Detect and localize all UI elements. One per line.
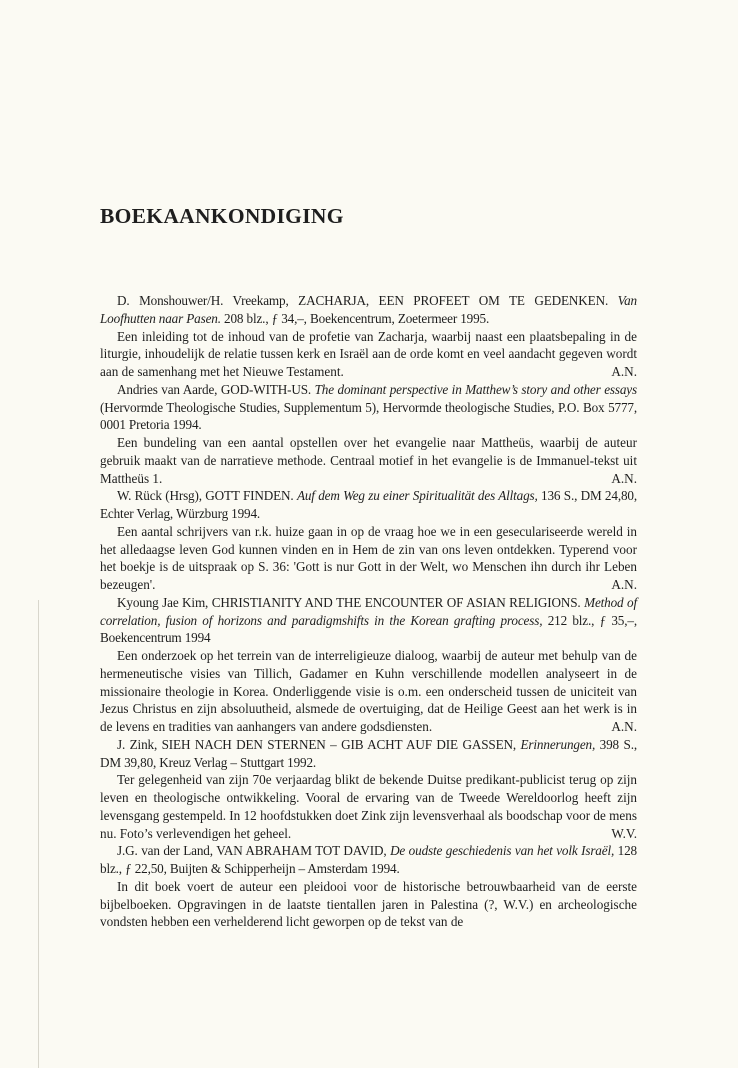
entry-4-signature: A.N.	[611, 719, 637, 734]
entry-5-review	[100, 771, 637, 842]
page-title: BOEKAANKONDIGING	[100, 204, 344, 228]
entry-5-heading	[100, 736, 637, 772]
entry-6-review	[100, 878, 637, 931]
entry-1-signature: A.N.	[611, 364, 637, 379]
entry-3-heading	[100, 487, 637, 523]
entry-3-signature: A.N.	[611, 577, 637, 592]
entry-4-review-text: Een onderzoek op het terrein van de interreligieuze dialoog, waarbij de auteur met behulp van de hermeneutische visies van Tillich, Gadamer en Kuhn verschillende modellen analyseert in de missionaire theologie in Korea. Onderliggende visie is o.m. een onderscheid tussen de uniciteit van Jezus Christus en zijn absoluutheid, alsmede de overtuiging, dat de Heilige Geest aan het werk is in de levens en tradities van aanhangers van andere godsdiensten.	[100, 648, 637, 734]
entry-6-publication: 128 blz., ƒ 22,50, Buijten & Schipperheijn – Amsterdam 1994.	[100, 843, 637, 876]
entry-6-heading	[100, 842, 637, 878]
entry-1-heading	[100, 292, 637, 328]
entry-3-review	[100, 523, 637, 594]
entry-1-publication: 208 blz., ƒ 34,–, Boekencentrum, Zoetermeer 1995.	[220, 310, 490, 326]
entry-5-publication: 398 S., DM 39,80, Kreuz Verlag – Stuttgart 1992.	[100, 736, 637, 770]
entry-2-publication: (Hervormde Theologische Studies, Supplementum 5), Hervormde theologische Studies, P.O. Box 5777, 0001 Pretoria 1994.	[100, 399, 637, 433]
entry-2-subtitle: The dominant perspective in Matthew’s story and other essays	[314, 381, 637, 397]
entry-1-subtitle: Van Loofhutten naar Pasen.	[100, 293, 637, 326]
entry-5-review-text: Ter gelegenheid van zijn 70e verjaardag blikt de bekende Duitse predikant-publicist terug op zijn leven en theologische ontwikkeling. Vooral de ervaring van de Tweede Wereldoorlog heeft zijn levensgang gestempeld. In 12 hoofdstukken doet Zink zijn levensverhaal als boodschap voor de mens nu. Foto’s verlevendigen het geheel.	[100, 772, 637, 841]
entry-6-author-title: J.G. van der Land, VAN ABRAHAM TOT DAVID,	[117, 843, 391, 859]
entry-3-author-title: W. Rück (Hrsg), GOTT FINDEN.	[117, 488, 297, 504]
entry-4-review	[100, 647, 637, 736]
book-announcements	[100, 292, 637, 931]
entry-5-subtitle: Erinnerungen,	[520, 736, 596, 752]
entry-1-review-text: Een inleiding tot de inhoud van de profetie van Zacharja, waarbij naast een plaatsbepaling in de liturgie, inhoudelijk de relatie tussen kerk en Israël aan de orde komt en veel aandacht gegeven wordt aan de samenhang met het Nieuwe Testament.	[100, 328, 637, 379]
entry-4-heading	[100, 594, 637, 647]
entry-1-author-title: D. Monshouwer/H. Vreekamp, ZACHARJA, EEN PROFEET OM TE GEDENKEN.	[117, 293, 618, 308]
entry-5-signature: W.V.	[611, 825, 637, 841]
entry-4-author-title: Kyoung Jae Kim, CHRISTIANITY AND THE ENCOUNTER OF ASIAN RELIGIONS.	[117, 594, 585, 610]
entry-2-review	[100, 434, 637, 487]
entry-4-publication: 212 blz., ƒ 35,–, Boekencentrum 1994	[100, 612, 637, 646]
entry-3-review-text: Een aantal schrijvers van r.k. huize gaan in op de vraag hoe we in een geseculariseerde wereld in het alledaagse leven God kunnen vinden en in Hem de zin van ons leven ontdekken. Typerend voor het boekje is de uitspraak op S. 36: 'Gott is nur Gott in der Welt, wo Menschen ihn durch ihr Leben bezeugen'.	[100, 523, 637, 592]
entry-2-signature: A.N.	[611, 470, 637, 486]
entry-2-review-text: Een bundeling van een aantal opstellen over het evangelie naar Mattheüs, waarbij de auteur gebruik maakt van de narratieve methode. Centraal motief in het evangelie is de Immanuel-tekst uit Mattheüs 1.	[100, 435, 637, 486]
entry-6-subtitle: De oudste geschiedenis van het volk Israël,	[390, 843, 615, 859]
entry-6-review-text: In dit boek voert de auteur een pleidooi voor de historische betrouwbaarheid van de eerste bijbelboeken. Opgravingen in de laatste tientallen jaren in Palestina (?, W.V.) en archeologische vondsten hebben een verhelderend licht geworpen op de tekst van de	[100, 878, 637, 930]
entry-1-review	[100, 328, 637, 381]
entry-4-subtitle: Method of correlation, fusion of horizons and paradigmshifts in the Korean grafting process,	[100, 594, 637, 628]
entry-3-publication: 136 S., DM 24,80, Echter Verlag, Würzburg 1994.	[100, 488, 638, 521]
entry-3-subtitle: Auf dem Weg zu einer Spiritualität des Alltags,	[296, 488, 538, 504]
entry-2-author-title: Andries van Aarde, GOD-WITH-US.	[117, 381, 315, 397]
page-edge-line	[38, 600, 39, 1068]
entry-5-author-title: J. Zink, SIEH NACH DEN STERNEN – GIB ACHT AUF DIE GASSEN,	[117, 736, 521, 752]
entry-2-heading	[100, 381, 637, 434]
